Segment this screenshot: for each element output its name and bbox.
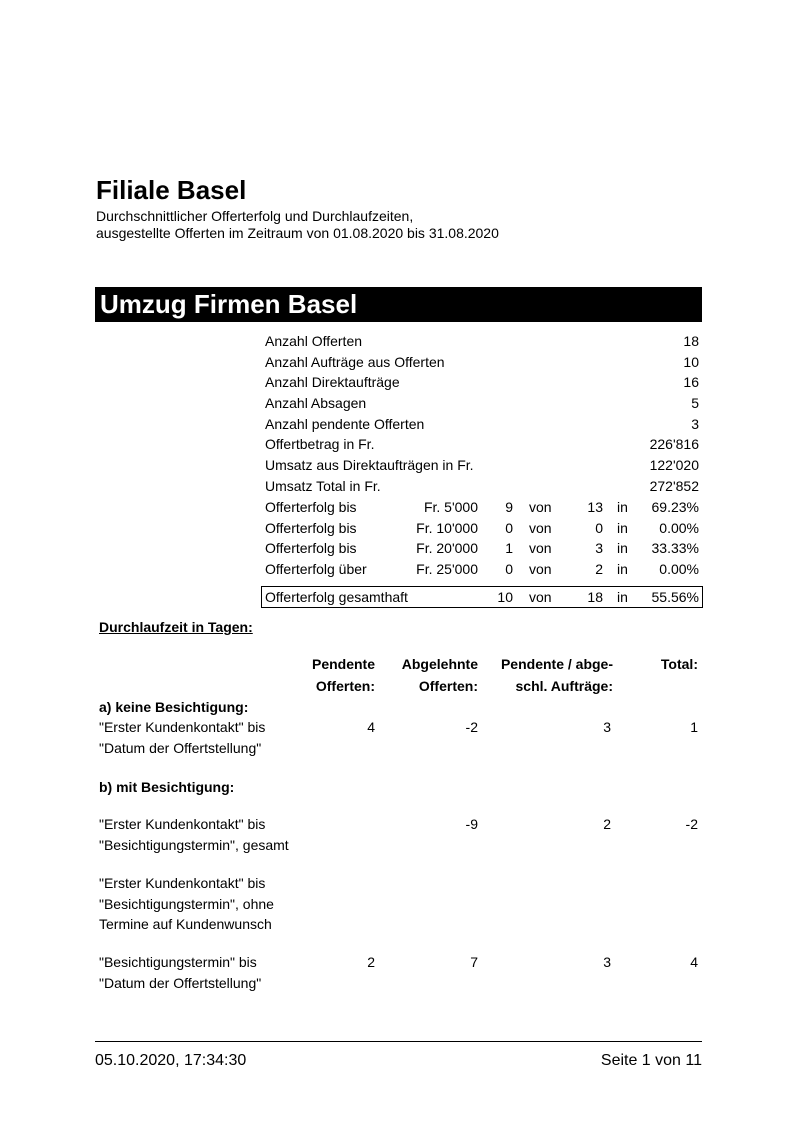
col-header-total — [613, 653, 698, 675]
col-header-line: schl. Aufträge: — [515, 678, 613, 694]
col-header-line: Offerten: — [315, 678, 375, 694]
erfolg-amount: Fr. 5'000 — [423, 499, 478, 515]
durchlauf-value: -2 — [465, 719, 478, 735]
erfolg-total-of: 18 — [587, 589, 603, 605]
erfolg-of: 2 — [595, 561, 603, 577]
stat-value: 3 — [691, 416, 699, 432]
col-header-abgelehnte — [375, 653, 478, 697]
footer-timestamp: 05.10.2020, 17:34:30 — [95, 1052, 247, 1069]
erfolg-amount: Fr. 20'000 — [416, 540, 478, 556]
erfolg-label: Offerterfolg über — [265, 561, 367, 577]
erfolg-row — [265, 538, 699, 558]
erfolg-von: von — [529, 520, 552, 536]
section-banner-title: Umzug Firmen Basel — [100, 289, 358, 319]
durchlauf-value: 7 — [470, 954, 478, 970]
section-banner — [95, 287, 702, 322]
durchlauf-value: -9 — [465, 816, 478, 832]
stat-value: 16 — [683, 374, 699, 390]
erfolg-row — [265, 497, 699, 517]
stat-label: Anzahl Direktaufträge — [265, 374, 400, 390]
stat-value: 18 — [683, 333, 699, 349]
stat-row — [265, 372, 699, 392]
erfolg-of: 13 — [587, 499, 603, 515]
col-header-line: Pendente — [311, 656, 375, 672]
stat-label: Anzahl Aufträge aus Offerten — [265, 354, 445, 370]
erfolg-total-count: 10 — [497, 589, 513, 605]
erfolg-count: 1 — [505, 540, 513, 556]
durchlauf-value: 3 — [603, 954, 611, 970]
erfolg-row — [265, 559, 699, 579]
durchlauf-row-label: "Erster Kundenkontakt" bis "Besichtigungstermin", gesamt — [99, 816, 289, 853]
footer-divider — [95, 1041, 702, 1042]
erfolg-in: in — [617, 561, 628, 577]
durchlauf-value: -2 — [685, 816, 698, 832]
erfolg-in: in — [617, 540, 628, 556]
erfolg-von: von — [529, 499, 552, 515]
stat-row — [265, 393, 699, 413]
erfolg-total-box — [261, 586, 703, 608]
durchlauf-row-label: "Besichtigungstermin" bis "Datum der Offertstellung" — [99, 954, 262, 991]
stat-value: 226'816 — [649, 436, 699, 452]
erfolg-row — [265, 518, 699, 538]
erfolg-count: 0 — [505, 520, 513, 536]
erfolg-pct: 0.00% — [659, 561, 699, 577]
erfolg-von: von — [529, 561, 552, 577]
col-header-pendente — [275, 653, 375, 697]
erfolg-label: Offerterfolg bis — [265, 520, 357, 536]
erfolg-count: 0 — [505, 561, 513, 577]
section-b-heading: b) mit Besichtigung: — [99, 779, 235, 795]
stat-row — [265, 414, 699, 434]
erfolg-total-label: Offerterfolg gesamthaft — [265, 589, 408, 605]
erfolg-of: 0 — [595, 520, 603, 536]
stat-label: Anzahl pendente Offerten — [265, 416, 425, 432]
col-header-line: Total: — [660, 656, 698, 672]
stat-row — [265, 331, 699, 351]
subtitle-line-2: ausgestellte Offerten im Zeitraum von 01.08.2020 bis 31.08.2020 — [96, 225, 499, 241]
page-title: Filiale Basel — [96, 175, 247, 205]
stat-label: Offertbetrag in Fr. — [265, 436, 375, 452]
stat-row — [265, 455, 699, 475]
subtitle-line-1: Durchschnittlicher Offerterfolg und Durchlaufzeiten, — [96, 208, 414, 224]
footer-page-number: Seite 1 von 11 — [600, 1052, 702, 1069]
stat-label: Umsatz Total in Fr. — [265, 478, 381, 494]
erfolg-pct: 69.23% — [651, 499, 699, 515]
stat-value: 10 — [683, 354, 699, 370]
stat-row — [265, 476, 699, 496]
stat-row — [265, 352, 699, 372]
erfolg-pct: 33.33% — [651, 540, 699, 556]
stat-value: 272'852 — [649, 478, 699, 494]
durchlauf-value: 3 — [603, 719, 611, 735]
section-a-heading: a) keine Besichtigung: — [99, 699, 249, 715]
erfolg-label: Offerterfolg bis — [265, 499, 357, 515]
durchlauf-heading: Durchlaufzeit in Tagen: — [99, 619, 253, 635]
erfolg-amount: Fr. 25'000 — [416, 561, 478, 577]
erfolg-amount: Fr. 10'000 — [416, 520, 478, 536]
erfolg-total-pct: 55.56% — [651, 589, 699, 605]
stat-row — [265, 434, 699, 454]
erfolg-count: 9 — [505, 499, 513, 515]
erfolg-of: 3 — [595, 540, 603, 556]
stat-label: Anzahl Absagen — [265, 395, 367, 411]
durchlauf-value: 2 — [367, 954, 375, 970]
col-header-line: Offerten: — [418, 678, 478, 694]
erfolg-label: Offerterfolg bis — [265, 540, 357, 556]
erfolg-total-von: von — [529, 589, 552, 605]
erfolg-in: in — [617, 520, 628, 536]
stat-label: Umsatz aus Direktaufträgen in Fr. — [265, 457, 474, 473]
erfolg-total-row — [265, 587, 699, 607]
durchlauf-value: 1 — [690, 719, 698, 735]
erfolg-pct: 0.00% — [659, 520, 699, 536]
stat-value: 122'020 — [649, 457, 699, 473]
erfolg-total-in: in — [617, 589, 628, 605]
durchlauf-value: 4 — [690, 954, 698, 970]
erfolg-in: in — [617, 499, 628, 515]
col-header-line: Abgelehnte — [401, 656, 478, 672]
stat-label: Anzahl Offerten — [265, 333, 363, 349]
durchlauf-value: 4 — [367, 719, 375, 735]
erfolg-von: von — [529, 540, 552, 556]
durchlauf-row-label: "Erster Kundenkontakt" bis "Datum der Offertstellung" — [99, 719, 266, 756]
col-header-line: Pendente / abge- — [500, 656, 613, 672]
col-header-auftraege — [478, 653, 613, 697]
durchlauf-row-label: "Erster Kundenkontakt" bis "Besichtigungstermin", ohne Termine auf Kundenwunsch — [99, 875, 274, 932]
stat-value: 5 — [691, 395, 699, 411]
durchlauf-value: 2 — [603, 816, 611, 832]
